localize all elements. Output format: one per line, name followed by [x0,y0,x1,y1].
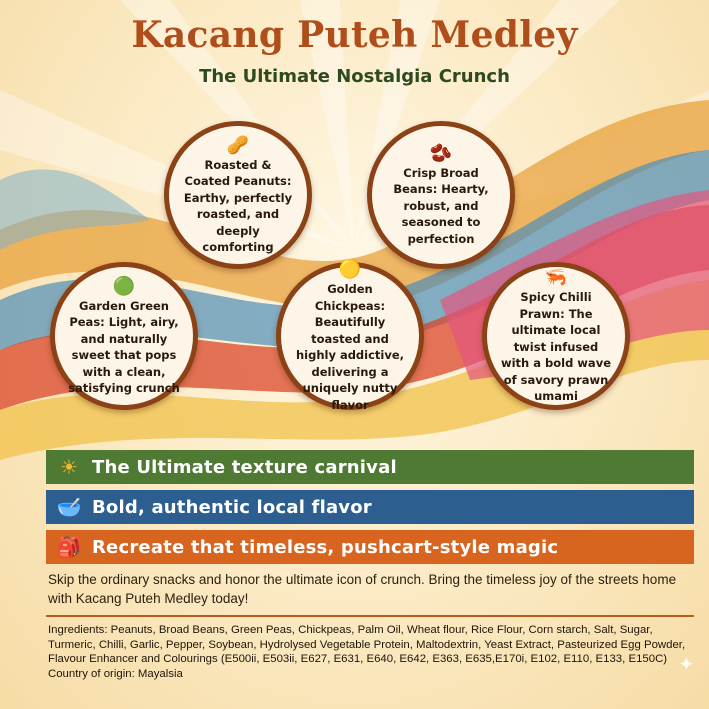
bowl-icon: 🥣 [56,496,82,519]
divider [46,615,694,617]
ingredients-block [48,623,693,681]
variety-card-chickpeas [276,259,424,412]
variety-text: Garden Green Peas: Light, airy, and naturally sweet that pops with a clean, satisfying crunch [68,298,180,395]
feature-banner-text: The Ultimate texture carnival [92,456,397,478]
variety-text: Golden Chickpeas: Beautifully toasted and highly addictive, delivering a uniquely nutty flavor [295,282,405,412]
yellow-circle-icon: 🟡 [338,259,362,279]
beans-icon: 🫘 [429,142,453,163]
sun-icon: ☀ [60,456,78,479]
variety-text: Crisp Broad Beans: Hearty, robust, and seasoned to perfection [393,165,489,246]
variety-card-green-peas [50,262,198,410]
ingredients-list: Ingredients: Peanuts, Broad Beans, Green Peas, Chickpeas, Palm Oil, Wheat flour, Rice Flour, Corn starch, Salt, Sugar, Turmeric, Chilli, Garlic, Pepper, Soybean, Hydrolysed Vegetable Protein, Maltodextrin, Yeast Extract, Pasteurized Egg Powder, Flavour Enhancer and Colourings (E500ii, E503ii, E627, E631, E640, E642, E363, E635,E170i, E102, E110, E133, E150C) [48,624,686,666]
product-description: Skip the ordinary snacks and honor the ultimate icon of crunch. Bring the timeless joy of the streets home with Kacang Puteh Medley today! [48,572,677,606]
feature-banner-text: Recreate that timeless, pushcart-style magic [92,536,559,558]
green-circle-icon: 🟢 [112,275,136,296]
sparkle-icon: ✦ [678,654,695,676]
page-title: Kacang Puteh Medley [131,14,578,56]
shrimp-icon: 🦐 [544,267,568,288]
page-subtitle: The Ultimate Nostalgia Crunch [199,66,510,87]
variety-card-broad-beans [367,121,515,269]
variety-text: Spicy Chilli Prawn: The ultimate local twist infused with a bold wave of savory prawn umami [500,290,611,404]
feature-banner-texture [46,450,694,484]
feature-banner-pushcart [46,530,694,564]
peanut-icon: 🥜 [226,134,250,155]
feature-banner-flavor [46,490,694,524]
backpack-icon: 🎒 [56,536,82,559]
country-of-origin: Country of origin: Mayalsia [48,667,183,680]
feature-banner-text: Bold, authentic local flavor [92,496,372,518]
variety-text: Roasted & Coated Peanuts: Earthy, perfectly roasted, and deeply comforting [183,157,293,254]
variety-card-chilli-prawn [482,262,630,410]
variety-card-peanuts [164,121,312,269]
